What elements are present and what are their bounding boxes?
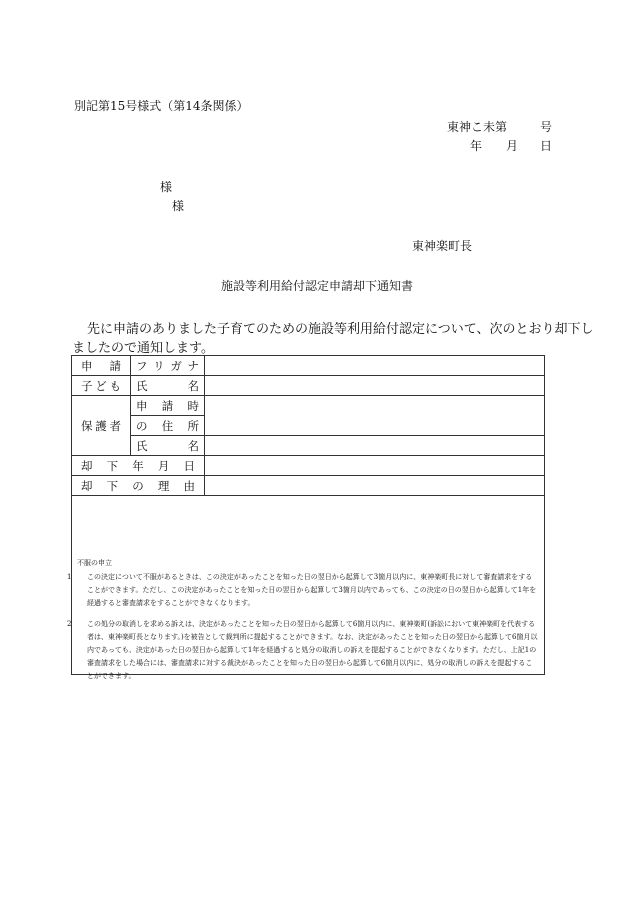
issuer: 東神楽町長 <box>412 239 473 253</box>
body-line-2: ましたので通知します。 <box>72 341 214 356</box>
notes-title: 不服の申立 <box>77 559 112 567</box>
note-item-2: 2 この処分の取消しを求める訴えは、決定があったことを知った日の翌日から起算して6箇月以内に、東神楽町(訴訟において東神楽町を代表する者は、東神楽町長となります。)を被告として裁判所に提起することができます。なお、決定があったことを知った日の翌日から起算して6箇月以内であっても、決定があった日の翌日から起算して1年を経過すると処分の取消しの訴えを提起することができなくなります。ただし、上記1の審査請求をした場合には、審査請求に対する裁決があったことを知った日の翌日から起算して6箇月以内に、処分の取消しの訴えを提起することができます。 <box>67 620 538 680</box>
guardian-name-label: 氏 名 <box>131 436 205 456</box>
note-item-1: 1 この決定について不服があるときは、この決定があったことを知った日の翌日から起算して3箇月以内に、東神楽町長に対して審査請求をすることができます。ただし、この決定があったことを知った日の翌日から起算して3箇月以内であっても、この決定の日の翌日から起算して1年を経過すると審査請求をすることができなくなります。 <box>67 573 537 607</box>
furigana-label: フ リ ガ ナ <box>131 356 205 376</box>
applicant-child-label-2: 子 ど も <box>72 376 131 396</box>
body-line-1: 先に申請のありました子育てのための施設等利用給付認定について、次のとおり却下し <box>87 322 594 337</box>
rejection-date-field[interactable] <box>205 456 545 476</box>
form-label: 別記第15号様式（第14条関係） <box>74 99 249 113</box>
page-title: 施設等利用給付認定申請却下通知書 <box>221 279 414 293</box>
rejection-reason-field[interactable] <box>205 476 545 496</box>
address-label-1: 申 請 時 <box>131 396 205 416</box>
date-day: 日 <box>540 139 553 153</box>
child-name-field[interactable] <box>205 376 545 396</box>
form-table <box>67 355 545 680</box>
guardian-label: 保 護 者 <box>72 396 131 456</box>
issue-number-suffix: 号 <box>540 120 553 134</box>
applicant-child-label-1: 申 請 <box>72 356 131 376</box>
addressee-2: 様 <box>172 199 185 213</box>
rejection-reason-label: 却 下 の 理 由 <box>72 476 205 496</box>
furigana-field[interactable] <box>205 356 545 376</box>
date-month: 月 <box>506 139 519 153</box>
addressee-1: 様 <box>160 180 173 194</box>
address-label-2: の 住 所 <box>131 416 205 436</box>
child-name-label: 氏 名 <box>131 376 205 396</box>
guardian-name-field[interactable] <box>205 436 545 456</box>
rejection-date-label: 却 下 年 月 日 <box>72 456 205 476</box>
guardian-address-field[interactable] <box>205 396 545 436</box>
date-year: 年 <box>470 139 483 153</box>
remarks-cell <box>67 496 545 680</box>
issue-number-prefix: 東神こ未第 <box>447 120 508 134</box>
